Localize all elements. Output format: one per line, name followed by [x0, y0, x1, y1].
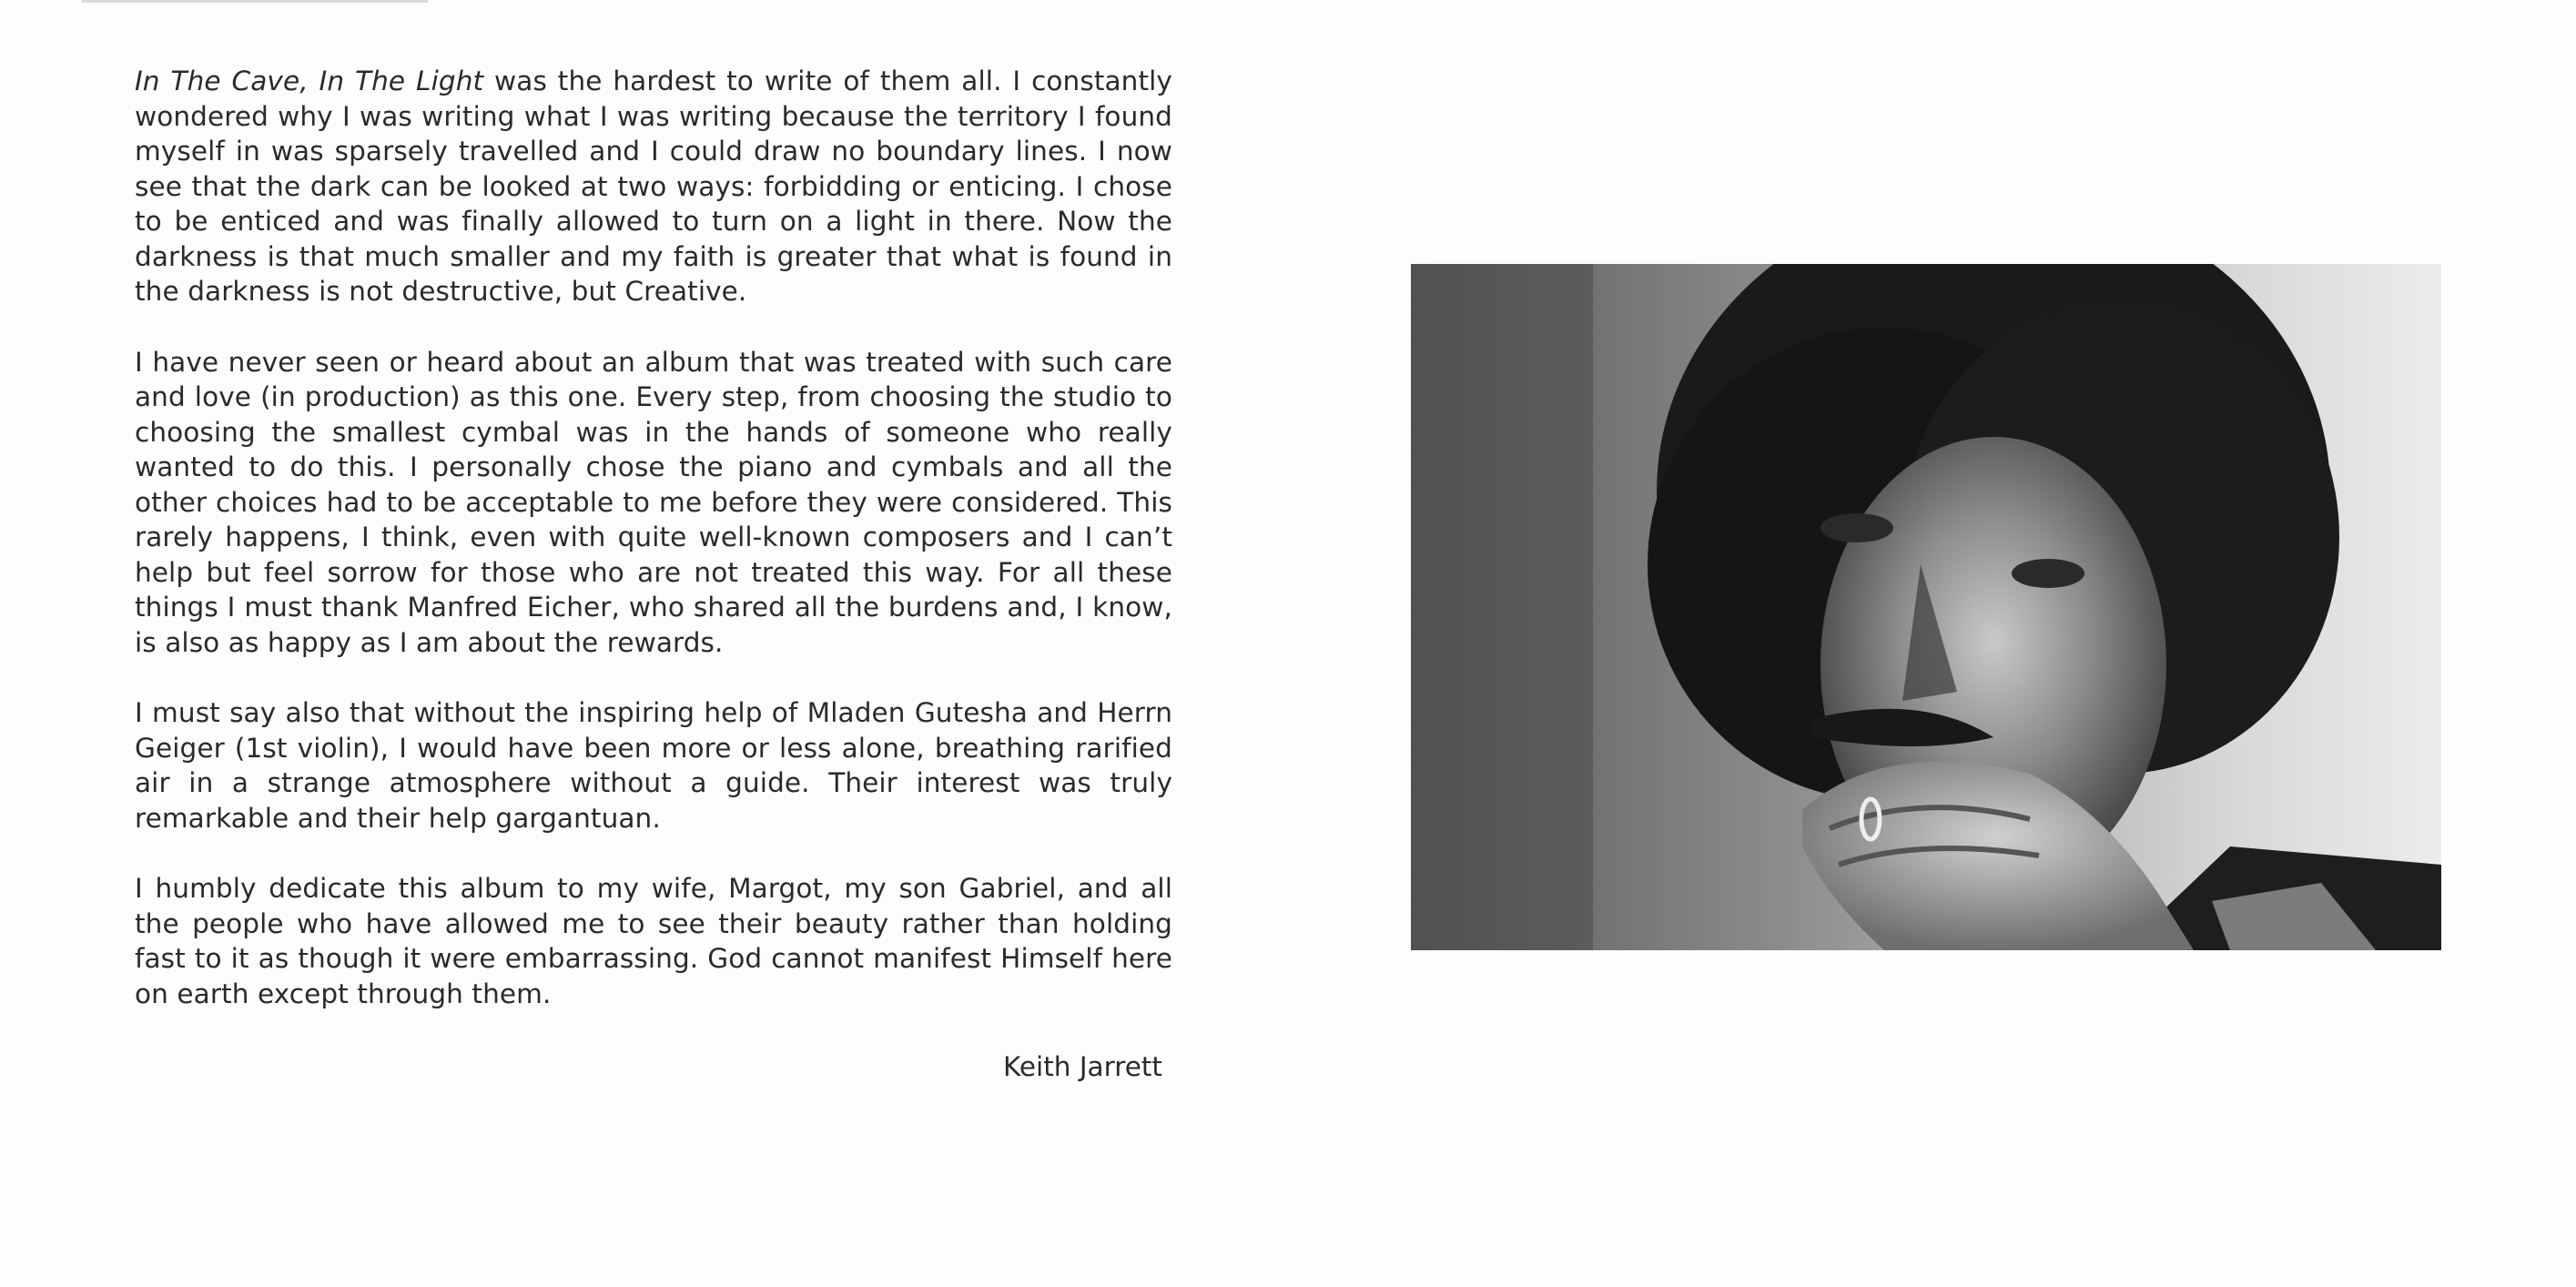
paragraph-1-text: was the hardest to write of them all. I constantly wondered why I was writing what I was writing because the territory I found myself in was sparsely travelled and I could draw no boundary lines. I now see that the dark can be looked at two ways: forbidding or enticing. I chose to be enticed and was finally allowed to turn on a light in there. Now the darkness is that much smaller and my faith is greater that what is found in the darkness is not destructive, but Creative. [135, 66, 1172, 307]
paragraph-4: I humbly dedicate this album to my wife, Margot, my son Gabriel, and all the people who have allowed me to see their beauty rather than holding fast to it as though it were embarrassing. God cannot manifest Himself here on earth except through them. [135, 873, 1172, 1009]
album-title-italic: In The Cave, In The Light [135, 66, 484, 96]
liner-notes-text [135, 64, 1172, 1047]
portrait-image [1411, 264, 2441, 950]
paragraph-2: I have never seen or heard about an album that was treated with such care and love (in production) as this one. Every step, from choosing the studio to choosing the smallest cymbal was in the hands of someone who really wanted to do this. I personally chose the piano and cymbals and all the other choices had to be acceptable to me before they were considered. This rarely happens, I think, even with quite well-known composers and I can’t help but feel sorrow for those who are not treated this way. For all these things I must thank Manfred Eicher, who shared all the burdens and, I know, is also as happy as I am about the rewards. [135, 346, 1172, 658]
signature: Keith Jarrett [1002, 1051, 1162, 1082]
scan-edge [82, 0, 428, 3]
paragraph-3: I must say also that without the inspiring help of Mladen Gutesha and Herrn Geiger (1st violin), I would have been more or less alone, breathing rarified air in a strange atmosphere without a guide. Their interest was truly remarkable and their help gargantuan. [135, 697, 1172, 834]
portrait-photo [1411, 264, 2441, 950]
paragraph-1 [135, 64, 1172, 309]
